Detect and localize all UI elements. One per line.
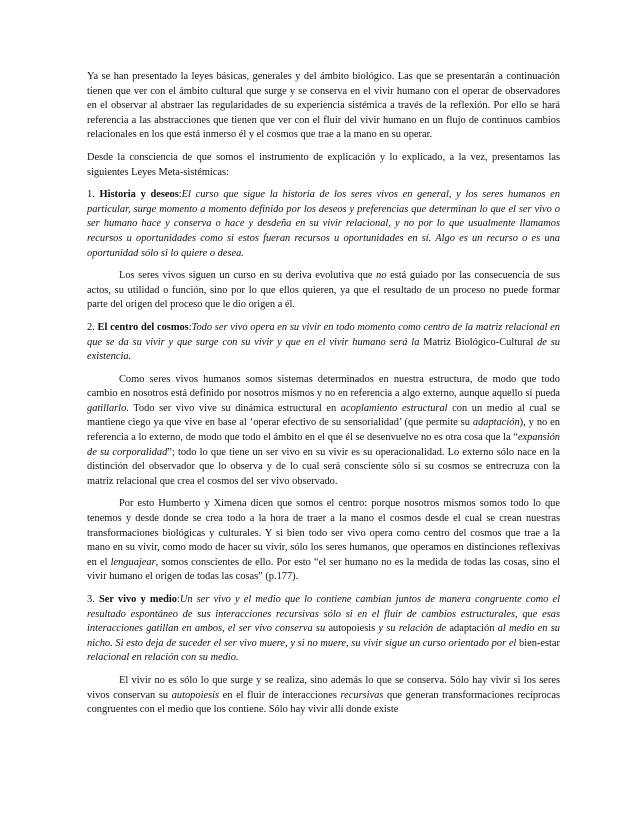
law-3-number: 3.: [87, 594, 95, 605]
law-2-number: 2.: [87, 321, 95, 333]
law-1-statement: 1. Historia y deseos:El curso que sigue la historia de los seres vivos en general, y los seres humanos en particular, surge momento a momento definido por los deseos y preferencias que determinan lo que el ser vivo o ser humano hace y conserva o hace y desdeña en su vivir relacional, y no por lo que usualmente llamamos recursos u oportunidades como si estos fueran recursos u oportunidades en sí. Algo es un recurso o es una oportunidad sólo si lo quiere o desea.: [87, 189, 560, 259]
law-1-text: El curso que sigue la historia de los seres vivos en general, y los seres humanos en particular, surge momento a momento definido por los deseos y preferencias que determinan lo que el ser vivo o ser humano hace y conserva o hace y desdeña en su vivir relacional, y no por lo que usualmente llamamos recursos u oportunidades como si estos fueran recursos u oportunidades en sí. Algo es un recurso o es una oportunidad sólo si lo quiere o desea.: [87, 189, 560, 259]
document-page: [87, 70, 560, 726]
law-3-explanation: El vivir no es sólo lo que surge y se realiza, sino además lo que se conserva. Sólo hay vivir si los seres vivos conservan su autopoiesis en el fluir de interacciones recursivas que generan transformaciones recíprocas congruentes con el medio que los contiene. Sólo hay vivir allí donde existe: [87, 674, 560, 716]
law-1-explanation: Los seres vivos siguen un curso en su deriva evolutiva que no está guiado por las consecuencia de sus actos, su utilidad o función, sino por lo que ellos quieren, ya que el resultado de un proceso no puede formar parte del origen del proceso que le dio origen a él.: [87, 270, 561, 311]
law-2-explanation-2: Por esto Humberto y Ximena dicen que somos el centro: porque nosotros mismos somos todo lo que tenemos y desde donde se crea todo a la hora de traer a la mano el cosmos desde el cual se crean nuestras transformaciones biológicas y culturales. Y si bien todo ser vivo opera como centro del cosmos que trae a la mano en su vivir, como modo de hacer su vivir, sólo los seres humanos, que operamos en distinciones reflexivas en el lenguajear, somos conscientes de ello. Por esto “el ser humano no es la medida de todas las cosas, sino el vivir humano el origen de todas las cosas” (p.177).: [87, 498, 560, 583]
law-1-title: Historia y deseos: [99, 189, 179, 201]
law-3-title: Ser vivo y medio: [98, 594, 177, 605]
intro-paragraph: Ya se han presentado la leyes básicas, generales y del ámbito biológico. Las que se presentarán a continuación tienen que ver con el ámbito cultural que surge y se conserva en el vivir humano con el operar de observadores en el observar al abstraer las regularidades de su experiencia sistémica a través de la reflexión. Por ello se hará referencia a las abstracciones que tienen que ver con el fluir del vivir humano en un flujo de continuos cambios relacionales en los que está inmerso él y el cosmos que trae a la mano en su operar.: [87, 71, 560, 141]
law-2-statement: 2. El centro del cosmos:Todo ser vivo opera en su vivir en todo momento como centro de la matriz relacional en que se da su vivir y que surge con su vivir y que en el vivir humano será la Matriz Biológico-Cultural de su existencia.: [87, 321, 560, 363]
law-2-explanation-1: Como seres vivos humanos somos sistemas determinados en nuestra estructura, de modo que todo cambio en nosotros está definido por nosotros mismos y no en referencia a algo externo, aunque aquello sí pueda gatillarlo. Todo ser vivo vive su dinámica estructural en acoplamiento estructural con un medio al cual se mantiene ciego ya que vive en base al ‘operar efectivo de su sensorialidad’ (que permite su adaptación), y no en referencia a lo externo, de modo que todo el ámbito en el que él se desenvuelve no es otra cosa que la “expansión de su corporalidad”; todo lo que tiene un ser vivo en su vivir es su operacionalidad. Lo externo sólo nace en la distinción del observador que lo observa y de lo cual será consciente sólo si su cosmos se entrecruza con la matriz relacional que crea el cosmos del ser vivo observado.: [87, 373, 560, 487]
law-1-number: 1.: [87, 189, 95, 201]
meta-systemic-laws-intro: Desde la consciencia de que somos el instrumento de explicación y lo explicado, a la vez, presentamos las siguientes Leyes Meta-sistémicas:: [87, 151, 560, 178]
law-2-title: El centro del cosmos: [97, 321, 189, 333]
law-3-statement: 3. Ser vivo y medio:Un ser vivo y el medio que lo contiene cambian juntos de manera congruente como el resultado espontáneo de sus interacciones recursivas sólo si en el fluir de cambios estructurales, que esas interacciones gatillan en ambos, el ser vivo conserva su autopoiesis y su relación de adaptación al medio en su nicho. Si esto deja de suceder el ser vivo muere, y si no muere, su vivir sigue un curso orientado por el bien-estar relacional en relación con su medio.: [87, 594, 561, 664]
